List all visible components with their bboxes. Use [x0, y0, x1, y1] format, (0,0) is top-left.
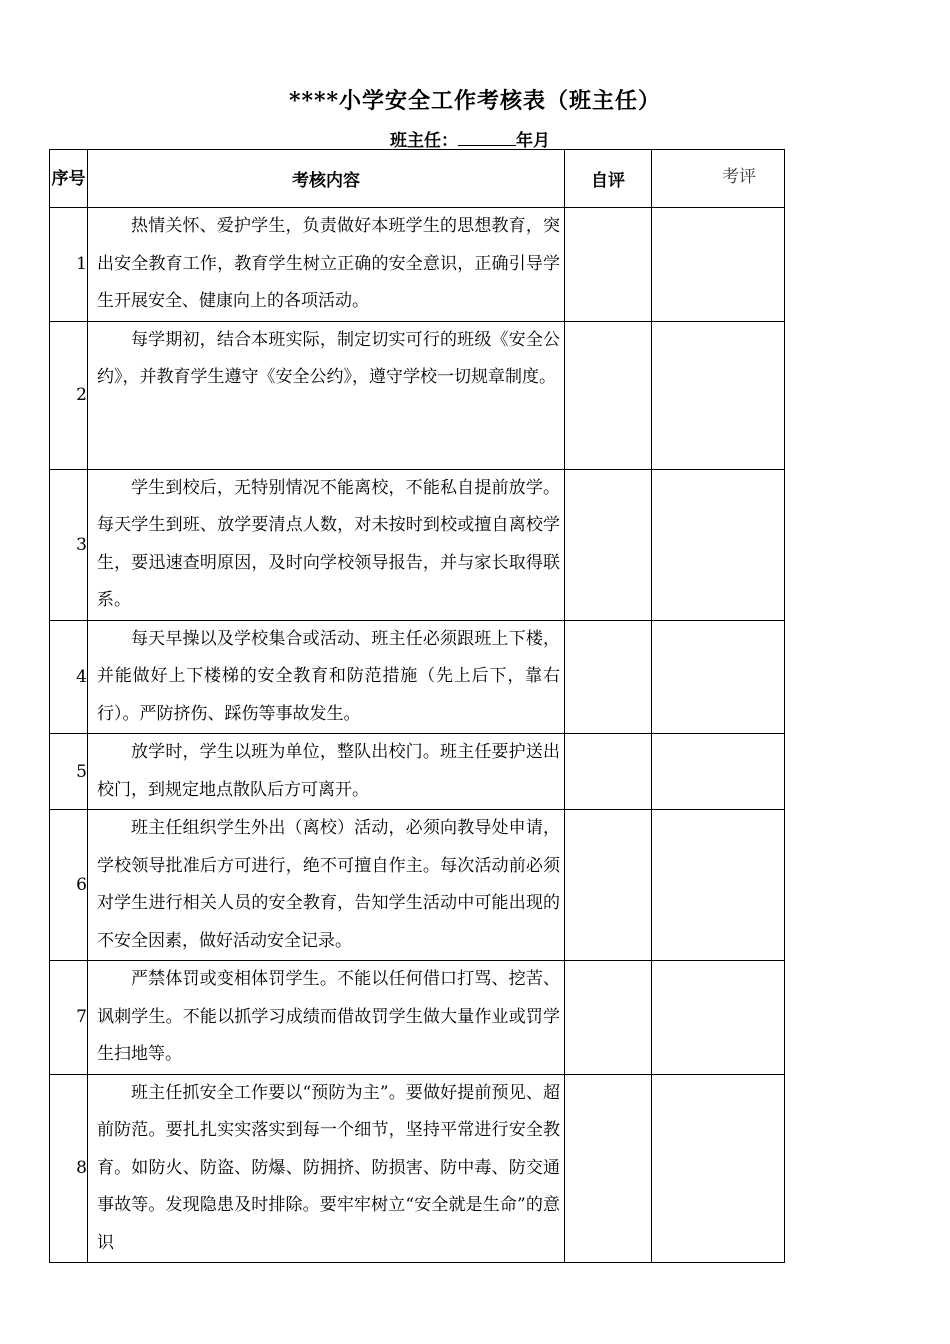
header-self-eval: 自评 — [565, 150, 652, 208]
header-seq: 序号 — [50, 150, 88, 208]
row-content: 每天早操以及学校集合或活动、班主任必须跟班上下楼，并能做好上下楼梯的安全教育和防范措施（先上后下，靠右行）。严防挤伤、踩伤等事故发生。 — [88, 620, 565, 734]
row-content: 每学期初，结合本班实际，制定切实可行的班级《安全公约》，并教育学生遵守《安全公约》，遵守学校一切规章制度。 — [88, 321, 565, 469]
table-row — [50, 810, 785, 961]
check-eval-cell[interactable] — [652, 208, 785, 322]
row-number: 3 — [50, 469, 88, 620]
table-row — [50, 321, 785, 469]
row-number: 4 — [50, 620, 88, 734]
table-row — [50, 734, 785, 810]
header-check-eval: 考评 — [652, 150, 785, 208]
head-teacher-label: 班主任： — [390, 131, 458, 151]
self-eval-cell[interactable] — [565, 961, 652, 1075]
header-row — [50, 150, 785, 208]
row-number: 7 — [50, 961, 88, 1075]
check-eval-cell[interactable] — [652, 469, 785, 620]
row-content: 学生到校后，无特别情况不能离校，不能私自提前放学。每天学生到班、放学要清点人数，对未按时到校或擅自离校学生，要迅速查明原因，及时向学校领导报告，并与家长取得联系。 — [88, 469, 565, 620]
check-eval-cell[interactable] — [652, 620, 785, 734]
self-eval-cell[interactable] — [565, 469, 652, 620]
table-row — [50, 469, 785, 620]
table-row — [50, 208, 785, 322]
name-blank — [458, 130, 516, 146]
self-eval-cell[interactable] — [565, 321, 652, 469]
document-title: ****小学安全工作考核表（班主任） — [288, 88, 662, 114]
check-eval-cell[interactable] — [652, 810, 785, 961]
self-eval-cell[interactable] — [565, 810, 652, 961]
table-row — [50, 961, 785, 1075]
self-eval-cell[interactable] — [565, 620, 652, 734]
row-number: 5 — [50, 734, 88, 810]
row-content: 班主任抓安全工作要以“预防为主”。要做好提前预见、超前防范。要扎扎实实落实到每一个细节，坚持平常进行安全教育。如防火、防盗、防爆、防拥挤、防损害、防中毒、防交通事故等。发现隐患及时排除。要牢牢树立“安全就是生命”的意识 — [88, 1074, 565, 1263]
self-eval-cell[interactable] — [565, 208, 652, 322]
row-number: 2 — [50, 321, 88, 469]
table-row — [50, 1074, 785, 1263]
row-content: 放学时，学生以班为单位，整队出校门。班主任要护送出校门，到规定地点散队后方可离开。 — [88, 734, 565, 810]
table-row — [50, 620, 785, 734]
row-content: 班主任组织学生外出（离校）活动，必须向教导处申请，学校领导批准后方可进行，绝不可擅自作主。每次活动前必须对学生进行相关人员的安全教育，告知学生活动中可能出现的不安全因素，做好活动安全记录。 — [88, 810, 565, 961]
check-eval-cell[interactable] — [652, 961, 785, 1075]
row-content: 热情关怀、爱护学生，负责做好本班学生的思想教育，突出安全教育工作，教育学生树立正确的安全意识，正确引导学生开展安全、健康向上的各项活动。 — [88, 208, 565, 322]
row-number: 1 — [50, 208, 88, 322]
row-number: 6 — [50, 810, 88, 961]
row-number: 8 — [50, 1074, 88, 1263]
check-eval-cell[interactable] — [652, 734, 785, 810]
row-content: 严禁体罚或变相体罚学生。不能以任何借口打骂、挖苦、讽刺学生。不能以抓学习成绩而借故罚学生做大量作业或罚学生扫地等。 — [88, 961, 565, 1075]
check-eval-cell[interactable] — [652, 1074, 785, 1263]
self-eval-cell[interactable] — [565, 734, 652, 810]
header-content: 考核内容 — [88, 150, 565, 208]
assessment-table — [49, 149, 785, 1263]
check-eval-cell[interactable] — [652, 321, 785, 469]
date-label: 年月 — [516, 131, 550, 151]
document-subtitle — [390, 126, 550, 151]
self-eval-cell[interactable] — [565, 1074, 652, 1263]
